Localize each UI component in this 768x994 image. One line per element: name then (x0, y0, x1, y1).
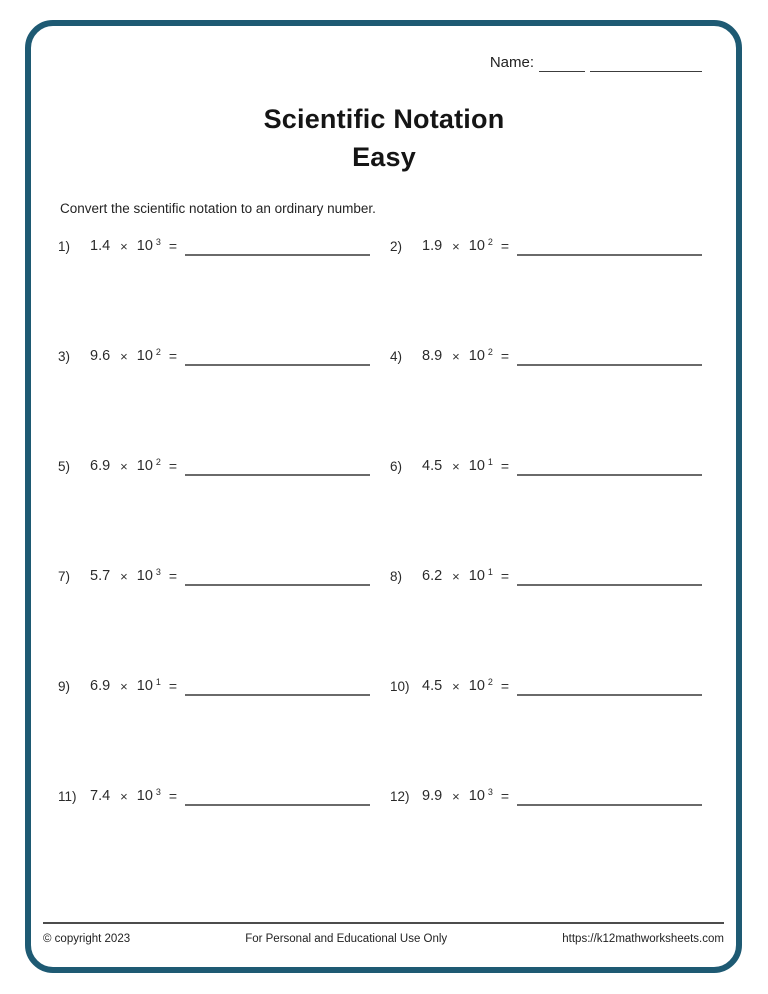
problem-number: 12) (390, 789, 410, 804)
equals-sign: = (168, 458, 178, 474)
name-line[interactable] (539, 58, 585, 72)
equals-sign: = (500, 238, 510, 254)
equals-sign: = (500, 678, 510, 694)
problem-number: 2) (390, 239, 403, 254)
equals-sign: = (500, 788, 510, 804)
problem-item-11 (58, 782, 370, 804)
base-ten: 10 (136, 568, 153, 584)
exponent: 1 (487, 457, 493, 467)
equals-sign: = (168, 568, 178, 584)
problem-item-7 (58, 562, 370, 584)
answer-line[interactable] (185, 694, 370, 696)
answer-line[interactable] (517, 474, 702, 476)
name-field (490, 54, 702, 72)
problem-item-12 (390, 782, 702, 804)
coefficient: 6.2 (422, 568, 443, 584)
equals-sign: = (168, 348, 178, 364)
coefficient: 1.4 (90, 238, 111, 254)
answer-line[interactable] (517, 364, 702, 366)
multiplication-sign: × (452, 679, 460, 694)
multiplication-sign: × (452, 239, 460, 254)
exponent: 3 (155, 787, 161, 797)
problem-item-10 (390, 672, 702, 694)
exponent: 2 (155, 347, 161, 357)
base-ten: 10 (468, 788, 485, 804)
exponent: 2 (155, 457, 161, 467)
coefficient: 4.5 (422, 678, 443, 694)
problem-number: 11) (58, 789, 77, 804)
problem-number: 7) (58, 569, 71, 584)
coefficient: 4.5 (422, 458, 443, 474)
page-footer (43, 922, 724, 945)
problem-item-5 (58, 452, 370, 474)
exponent: 3 (155, 567, 161, 577)
coefficient: 9.6 (90, 348, 111, 364)
instruction-text: Convert the scientific notation to an ordinary number. (60, 201, 376, 216)
usage-text: For Personal and Educational Use Only (245, 933, 448, 945)
exponent: 2 (487, 677, 493, 687)
base-ten: 10 (136, 788, 153, 804)
coefficient: 8.9 (422, 348, 443, 364)
coefficient: 6.9 (90, 678, 111, 694)
problem-item-2 (390, 232, 702, 254)
problem-number: 4) (390, 349, 403, 364)
problem-item-1 (58, 232, 370, 254)
coefficient: 1.9 (422, 238, 443, 254)
answer-line[interactable] (185, 364, 370, 366)
multiplication-sign: × (452, 459, 460, 474)
name-line[interactable] (590, 58, 702, 72)
coefficient: 5.7 (90, 568, 111, 584)
base-ten: 10 (136, 238, 153, 254)
coefficient: 7.4 (90, 788, 111, 804)
problem-item-8 (390, 562, 702, 584)
exponent: 1 (155, 677, 161, 687)
equals-sign: = (168, 238, 178, 254)
problem-item-6 (390, 452, 702, 474)
base-ten: 10 (468, 458, 485, 474)
base-ten: 10 (468, 238, 485, 254)
title-line-2: Easy (352, 142, 416, 172)
base-ten: 10 (468, 568, 485, 584)
base-ten: 10 (468, 348, 485, 364)
problem-number: 1) (58, 239, 71, 254)
coefficient: 6.9 (90, 458, 111, 474)
multiplication-sign: × (120, 349, 128, 364)
problem-number: 8) (390, 569, 403, 584)
multiplication-sign: × (452, 349, 460, 364)
page-title (0, 100, 768, 176)
exponent: 2 (487, 237, 493, 247)
base-ten: 10 (468, 678, 485, 694)
problem-number: 5) (58, 459, 71, 474)
multiplication-sign: × (120, 789, 128, 804)
exponent: 3 (155, 237, 161, 247)
base-ten: 10 (136, 458, 153, 474)
problem-number: 6) (390, 459, 403, 474)
equals-sign: = (168, 678, 178, 694)
equals-sign: = (500, 348, 510, 364)
equals-sign: = (168, 788, 178, 804)
answer-line[interactable] (517, 584, 702, 586)
copyright-text: © copyright 2023 (43, 933, 131, 945)
multiplication-sign: × (120, 679, 128, 694)
equals-sign: = (500, 568, 510, 584)
problem-number: 3) (58, 349, 71, 364)
base-ten: 10 (136, 348, 153, 364)
coefficient: 9.9 (422, 788, 443, 804)
answer-line[interactable] (517, 804, 702, 806)
exponent: 3 (487, 787, 493, 797)
problem-item-3 (58, 342, 370, 364)
answer-line[interactable] (517, 694, 702, 696)
name-label: Name: (489, 54, 534, 71)
multiplication-sign: × (452, 569, 460, 584)
problem-item-4 (390, 342, 702, 364)
multiplication-sign: × (120, 459, 128, 474)
base-ten: 10 (136, 678, 153, 694)
multiplication-sign: × (120, 239, 128, 254)
multiplication-sign: × (120, 569, 128, 584)
exponent: 2 (487, 347, 493, 357)
equals-sign: = (500, 458, 510, 474)
problems-grid (58, 232, 702, 892)
problem-item-9 (58, 672, 370, 694)
answer-line[interactable] (517, 254, 702, 256)
title-line-1: Scientific Notation (263, 104, 505, 134)
website-url: https://k12mathworksheets.com (562, 933, 724, 945)
exponent: 1 (487, 567, 493, 577)
multiplication-sign: × (452, 789, 460, 804)
answer-line[interactable] (185, 804, 370, 806)
answer-line[interactable] (185, 254, 370, 256)
answer-line[interactable] (185, 584, 370, 586)
problem-number: 10) (390, 679, 410, 694)
problem-number: 9) (58, 679, 71, 694)
answer-line[interactable] (185, 474, 370, 476)
